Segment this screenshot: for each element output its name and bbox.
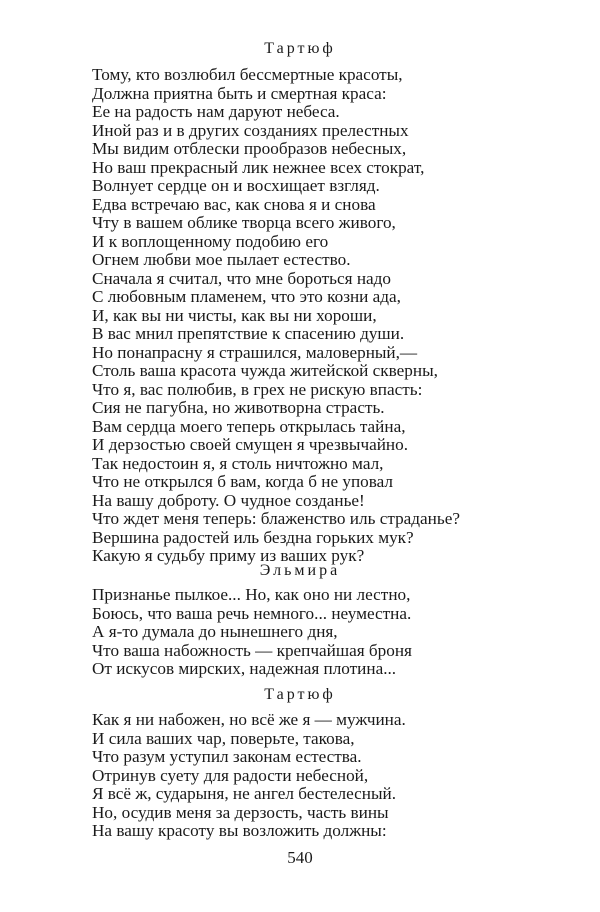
verse-line: Огнем любви мое пылает естество. (92, 250, 351, 269)
verse-line: Какую я судьбу приму из ваших рук? (92, 546, 365, 565)
verse-line: Но, осудив меня за дерзость, часть вины (92, 802, 389, 822)
verse-line: Должна приятна быть и смертная краса: (92, 83, 387, 103)
verse-line: Что ваша набожность — крепчайшая броня (92, 640, 412, 660)
verse-line: Иной раз и в других созданиях прелестных (92, 120, 409, 140)
verse-line: От искусов мирских, надежная плотина... (92, 659, 397, 678)
verse-line: В вас мнил препятствие к спасению души. (92, 324, 405, 343)
verse-line: Признанье пылкое... Но, как оно ни лестно, (92, 585, 411, 604)
verse-block (92, 711, 592, 841)
verse-line: На вашу доброту. О чудное созданье! (92, 490, 365, 510)
verse-line: Как я ни набожен, но всё же я — мужчина. (92, 710, 406, 729)
speaker-name: Эльмира (259, 562, 341, 579)
verse-line: И сила ваших чар, поверьте, такова, (92, 728, 355, 748)
verse-line: Что я, вас полюбив, в грех не рискую впасть: (92, 379, 423, 399)
verse-line: На вашу красоту вы возложить должны: (92, 821, 387, 840)
verse-line: И, как вы ни чисты, как вы ни хороши, (92, 305, 377, 325)
verse-line: Ее на радость нам даруют небеса. (92, 102, 340, 121)
verse-line: Что ждет меня теперь: блаженство иль страданье? (92, 509, 460, 528)
verse-line: Боюсь, что ваша речь немного... неуместна. (92, 603, 412, 623)
verse-line: Но ваш прекрасный лик нежнее всех стократ, (92, 157, 425, 177)
verse-line: Но понапрасну я страшился, маловерный,— (92, 342, 418, 362)
page-number: 540 (287, 848, 313, 867)
verse-line: Вершина радостей иль бездна горьких мук? (92, 527, 414, 547)
verse-line: Отринув суету для радости небесной, (92, 765, 369, 785)
verse-line: Что разум уступил законам естества. (92, 747, 362, 766)
verse-line: Я всё ж, сударыня, не ангел бестелесный. (92, 784, 397, 803)
verse-line: Волнует сердце он и восхищает взгляд. (92, 176, 380, 195)
verse-block (92, 66, 592, 566)
verse-line: С любовным пламенем, что это козни ада, (92, 287, 401, 306)
verse-block (92, 586, 592, 679)
verse-line: Мы видим отблески прообразов небесных, (92, 139, 407, 158)
verse-line: Что не открылся б вам, когда б не уповал (92, 472, 394, 491)
verse-line: Чту в вашем облике творца всего живого, (92, 213, 396, 232)
verse-line: Тому, кто возлюбил бессмертные красоты, (92, 65, 403, 84)
verse-line: Едва встречаю вас, как снова я и снова (92, 194, 376, 214)
speaker-name: Тартюф (264, 686, 336, 703)
verse-line: И дерзостью своей смущен я чрезвычайно. (92, 435, 409, 454)
speaker-name: Тартюф (264, 40, 336, 57)
verse-line: Сия не пагубна, но животворна страсть. (92, 398, 385, 417)
verse-line: Так недостоин я, я столь ничтожно мал, (92, 453, 384, 473)
verse-line: Вам сердца моего теперь открылась тайна, (92, 416, 406, 436)
verse-line: А я-то думала до нынешнего дня, (92, 622, 338, 641)
verse-line: Сначала я считал, что мне бороться надо (92, 268, 391, 288)
verse-line: И к воплощенному подобию его (92, 231, 329, 251)
verse-line: Столь ваша красота чужда житейской скверны, (92, 361, 438, 380)
